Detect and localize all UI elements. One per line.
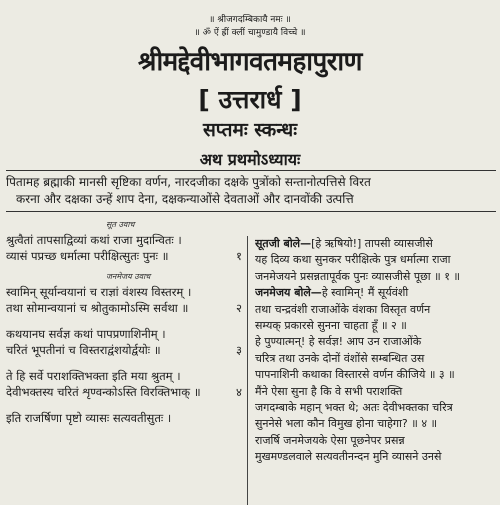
verse-text: कथयानघ सर्वज्ञ कथां पापप्रणाशिनीम् ।: [6, 327, 166, 341]
translation-text: हे स्वामिन्! मैं सूर्यवंशी: [321, 286, 409, 300]
verse-line: [6, 300, 242, 316]
verse-number: २: [236, 301, 242, 315]
translation-text: यह दिव्य कथा सुनकर परीक्षित्के पुत्र धर्मात्मा राजा: [255, 253, 451, 267]
translation-text: जनमेजयने प्रसन्नतापूर्वक पुनः व्यासजीसे पूछा ॥ १ ॥: [255, 269, 461, 283]
translation-line: [255, 285, 496, 301]
verse-line: [6, 326, 242, 342]
speaker-label: सूतजी बोले—: [255, 237, 312, 250]
sanskrit-column: [6, 218, 242, 426]
translation-text: मैंने ऐसा सुना है कि वे सभी पराशक्ति: [255, 384, 403, 398]
translation-line: [255, 269, 496, 285]
invocation-line-1: ॥ श्रीजगदम्बिकायै नमः ॥: [209, 15, 291, 25]
speaker-label: जनमेजय बोले—: [255, 286, 322, 300]
verse-text: श्रुत्वैतां तापसाद्विव्यां कथां राजा मुदान्वितः ।: [6, 233, 182, 247]
translation-line: [255, 400, 496, 416]
speaker-label: जनमेजय उवाच: [106, 272, 151, 281]
verse-line: [6, 368, 242, 384]
translation-line: [255, 449, 496, 465]
verse-text: तथा सोमान्वयानां च श्रोतुकामोऽस्मि सर्वथा ॥: [6, 301, 189, 315]
verse-number: ४: [236, 385, 242, 399]
translation-line: [255, 433, 496, 449]
verse-text: स्वामिन् सूर्यान्वयानां च राज्ञां वंशस्य विस्तरम् ।: [6, 285, 192, 299]
translation-line: [255, 302, 496, 318]
translation-text: जगदम्बाके महान् भक्त थे; अतः देवीभक्तका चरित्र: [255, 401, 453, 415]
hindi-translation-column: [255, 236, 496, 466]
translation-line: [255, 252, 496, 268]
translation-text: पापनाशिनी कथाका विस्तारसे वर्णन कीजिये ॥ ३ ॥: [255, 368, 455, 382]
skandha-heading: सप्तमः स्कन्धः: [202, 119, 298, 141]
verse-line-partial: [6, 410, 242, 426]
verse-number: [238, 284, 242, 300]
verse-number: [238, 326, 242, 342]
translation-line: [255, 367, 496, 383]
translation-line: [255, 351, 496, 367]
translation-text: [हे ऋषियो!] तापसी व्यासजीसे: [311, 237, 433, 250]
verse-text: चरितं भूपतीनां च विस्तराद्वंशयोर्द्वयोः ॥: [6, 343, 161, 357]
translation-line: [255, 334, 496, 350]
verse-number: [238, 232, 242, 248]
verse-line: [6, 232, 242, 248]
verse-line: [6, 248, 242, 264]
chapter-heading: अथ प्रथमोऽध्यायः: [199, 150, 301, 169]
translation-line: [255, 384, 496, 400]
verse-line: [6, 384, 242, 400]
book-title: श्रीमद्देवीभागवतमहापुराण: [138, 47, 362, 77]
translation-line: [255, 318, 496, 334]
invocation-line-2: ॥ ॐ ऐं ह्रीं क्लीं चामुण्डायै विच्चे ॥: [194, 28, 306, 38]
column-divider: [247, 236, 248, 505]
part-heading: [ उत्तरार्ध ]: [198, 85, 302, 114]
verse-text: इति राजर्षिणा पृष्टो व्यासः सत्यवतीसुतः ।: [6, 411, 172, 425]
summary-line: पितामह ब्रह्माकी मानसी सृष्टिका वर्णन, नारदजीका दक्षके पुत्रोंको सन्तानोत्पत्तिसे विरत: [6, 175, 371, 189]
verse-line: [6, 284, 242, 300]
translation-text: चरित्र तथा उनके दोनों वंशोंसे सम्बन्धित उस: [255, 351, 425, 365]
translation-line: [255, 236, 496, 252]
verse-text: ते हि सर्वे पराशक्तिभक्ता इति मया श्रुतम् ।: [6, 369, 181, 383]
translation-line: [255, 416, 496, 432]
translation-text: राजर्षि जनमेजयके ऐसा पूछनेपर प्रसन्न: [255, 433, 405, 447]
verse-text: व्यासं पप्रच्छ धर्मात्मा परीक्षित्सुतः पुनः ॥: [6, 249, 169, 263]
translation-text: हे पुण्यात्मन्! हे सर्वज्ञ! आप उन राजाओंके: [255, 335, 422, 349]
verse-number: १: [236, 249, 242, 263]
verse-number: ३: [236, 343, 242, 357]
translation-text: सुननेसे भला कौन विमुख होना चाहेगा? ॥ ४ ॥: [255, 417, 438, 431]
translation-text: मुखमण्डलवाले सत्यवतीनन्दन मुनि व्यासने उनसे: [255, 450, 442, 464]
summary-line: करना और दक्षका उन्हें शाप देना, दक्षकन्याओंसे देवताओं और दानवोंकी उत्पत्ति: [16, 192, 354, 206]
chapter-summary: [6, 170, 496, 212]
verse-line: [6, 342, 242, 358]
translation-text: सम्यक् प्रकारसे सुनना चाहता हूँ ॥ २ ॥: [255, 319, 407, 333]
speaker-label: सूत उवाच: [106, 220, 135, 229]
verse-number: [238, 368, 242, 384]
verse-text: देवीभक्तस्य चरितं शृण्वन्कोऽस्ति विरक्तिभाक् ॥: [6, 385, 201, 399]
translation-text: तथा चन्द्रवंशी राजाओंके वंशका विस्तृत वर्णन: [255, 302, 431, 316]
